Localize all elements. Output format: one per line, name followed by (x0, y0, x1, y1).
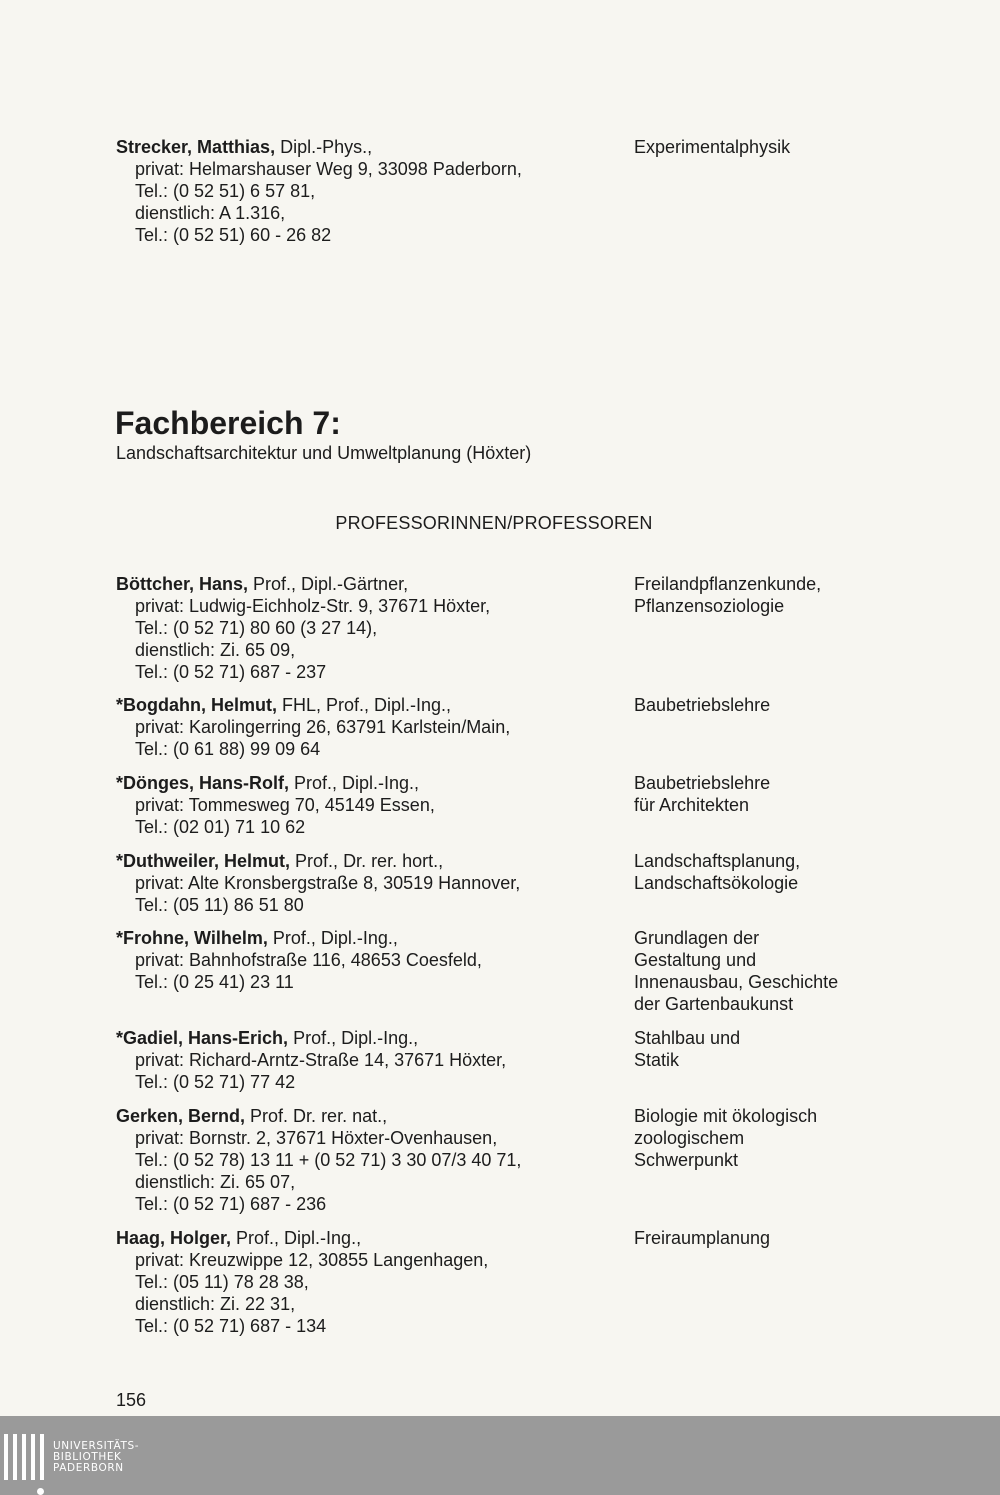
subject-line: Grundlagen der (634, 928, 760, 948)
person-name: Strecker, Matthias, (116, 137, 276, 157)
subject-field (634, 850, 974, 894)
person-title: Prof., Dipl.-Gärtner, (248, 574, 409, 594)
subject-line: der Gartenbaukunst (634, 994, 794, 1014)
person-details (116, 772, 616, 838)
subject-line: Freilandpflanzenkunde, (634, 574, 822, 594)
address-line: privat: Richard-Arntz-Straße 14, 37671 Höxter, (135, 1050, 507, 1070)
office-line: dienstlich: Zi. 22 31, (135, 1294, 296, 1314)
person-details (116, 1227, 616, 1337)
phone-line: Tel.: (0 52 78) 13 11 + (0 52 71) 3 30 07/3 40 71, (135, 1150, 522, 1170)
subject-field (634, 136, 974, 158)
subject-line: Freiraumplanung (634, 1228, 771, 1248)
office-line: dienstlich: Zi. 65 09, (135, 640, 296, 660)
phone-line: Tel.: (05 11) 78 28 38, (135, 1272, 309, 1292)
department-subtitle: Landschaftsarchitektur und Umweltplanung (Höxter) (116, 443, 532, 463)
person-title: Prof., Dipl.-Ing., (231, 1228, 362, 1248)
logo-line: BIBLIOTHEK (53, 1451, 122, 1463)
person-details (116, 1027, 616, 1093)
office-line: dienstlich: Zi. 65 07, (135, 1172, 296, 1192)
subject-field (634, 1227, 974, 1249)
subject-line: zoologischem (634, 1128, 745, 1148)
subject-line: Biologie mit ökologisch (634, 1106, 818, 1126)
logo-line: UNIVERSITÄTS- (53, 1440, 140, 1452)
person-name: Gerken, Bernd, (116, 1106, 246, 1126)
phone-line: Tel.: (0 52 71) 687 - 237 (135, 662, 327, 682)
address-line: privat: Tommesweg 70, 45149 Essen, (135, 795, 435, 815)
address-line: privat: Alte Kronsbergstraße 8, 30519 Hannover, (135, 873, 521, 893)
subject-field (634, 694, 974, 716)
person-name: Böttcher, Hans, (116, 574, 249, 594)
person-title: Prof., Dipl.-Ing., (267, 928, 398, 948)
subject-line: Stahlbau und (634, 1028, 741, 1048)
person-name: *Dönges, Hans-Rolf, (116, 773, 290, 793)
phone-line: Tel.: (02 01) 71 10 62 (135, 817, 306, 837)
person-details (116, 136, 616, 246)
subject-line: Landschaftsplanung, (634, 851, 801, 871)
phone-line: Tel.: (0 52 51) 6 57 81, (135, 181, 316, 201)
person-details (116, 1105, 616, 1215)
subject-field (634, 1105, 974, 1171)
address-line: privat: Kreuzwippe 12, 30855 Langenhagen, (135, 1250, 489, 1270)
person-title: Prof., Dipl.-Ing., (288, 1028, 419, 1048)
person-details (116, 927, 616, 993)
subject-line: Baubetriebslehre (634, 695, 771, 715)
person-name: *Bogdahn, Helmut, (116, 695, 277, 715)
library-footer-bar (0, 1416, 1000, 1495)
logo-dot-icon (37, 1488, 44, 1495)
library-logo-icon (4, 1434, 44, 1484)
office-line: dienstlich: A 1.316, (135, 203, 286, 223)
phone-line: Tel.: (0 25 41) 23 11 (135, 972, 294, 992)
subject-line: Schwerpunkt (634, 1150, 739, 1170)
person-title: FHL, Prof., Dipl.-Ing., (277, 695, 452, 715)
address-line: privat: Bahnhofstraße 116, 48653 Coesfeld, (135, 950, 482, 970)
address-line: privat: Karolingerring 26, 63791 Karlstein/Main, (135, 717, 511, 737)
person-details (116, 850, 616, 916)
phone-line: Tel.: (0 52 71) 77 42 (135, 1072, 296, 1092)
library-logo-text (53, 1441, 139, 1474)
subject-line: Pflanzensoziologie (634, 596, 785, 616)
subject-line: Innenausbau, Geschichte (634, 972, 839, 992)
subject-field (634, 1027, 974, 1071)
phone-line: Tel.: (0 52 51) 60 - 26 82 (135, 225, 332, 245)
person-title: Prof., Dr. rer. hort., (290, 851, 444, 871)
page-number: 156 (116, 1390, 147, 1410)
logo-line: PADERBORN (53, 1462, 124, 1474)
person-name: *Frohne, Wilhelm, (116, 928, 268, 948)
person-details (116, 694, 616, 760)
subject-field (634, 573, 974, 617)
subject-line: Landschaftsökologie (634, 873, 799, 893)
subject-line: Baubetriebslehre (634, 773, 771, 793)
person-details (116, 573, 616, 683)
subject-line: Experimentalphysik (634, 137, 791, 157)
subject-line: Gestaltung und (634, 950, 757, 970)
subject-field (634, 927, 974, 1015)
person-title: Prof. Dr. rer. nat., (245, 1106, 388, 1126)
person-name: *Duthweiler, Helmut, (116, 851, 291, 871)
person-title: Dipl.-Phys., (275, 137, 373, 157)
phone-line: Tel.: (0 52 71) 687 - 134 (135, 1316, 327, 1336)
person-title: Prof., Dipl.-Ing., (289, 773, 420, 793)
person-name: Haag, Holger, (116, 1228, 232, 1248)
phone-line: Tel.: (0 52 71) 687 - 236 (135, 1194, 327, 1214)
subject-line: für Architekten (634, 795, 750, 815)
address-line: privat: Helmarshauser Weg 9, 33098 Paderborn, (135, 159, 522, 179)
subject-line: Statik (634, 1050, 680, 1070)
person-name: *Gadiel, Hans-Erich, (116, 1028, 289, 1048)
department-title: Fachbereich 7: (115, 405, 341, 441)
address-line: privat: Ludwig-Eichholz-Str. 9, 37671 Höxter, (135, 596, 491, 616)
phone-line: Tel.: (05 11) 86 51 80 (135, 895, 304, 915)
subject-field (634, 772, 974, 816)
section-title: PROFESSORINNEN/PROFESSOREN (335, 513, 653, 533)
address-line: privat: Bornstr. 2, 37671 Höxter-Ovenhausen, (135, 1128, 498, 1148)
phone-line: Tel.: (0 61 88) 99 09 64 (135, 739, 321, 759)
phone-line: Tel.: (0 52 71) 80 60 (3 27 14), (135, 618, 378, 638)
